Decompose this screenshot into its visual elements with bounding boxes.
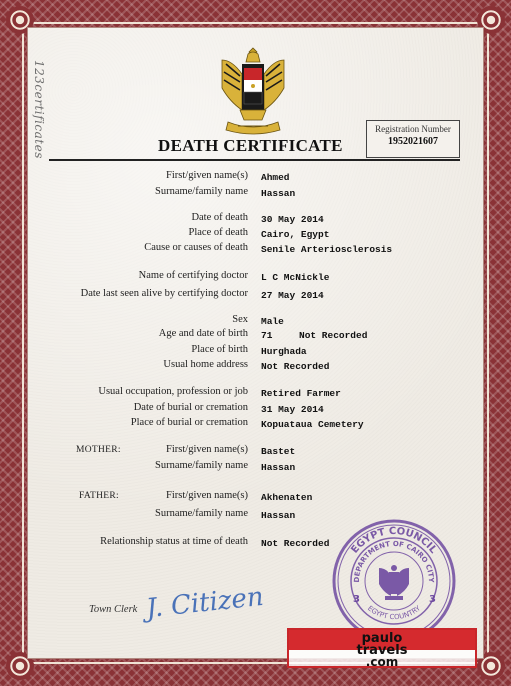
date-of-death-label: Date of death [191, 212, 248, 223]
registration-box [366, 120, 460, 158]
first-name-label: First/given name(s) [166, 170, 248, 181]
side-watermark-text: 123certificates [32, 60, 46, 159]
first-name-value: Ahmed [261, 172, 290, 183]
relationship-label: Relationship status at time of death [100, 536, 248, 547]
mother-surname-value: Hassan [261, 462, 296, 473]
place-of-death-value: Cairo, Egypt [261, 229, 330, 240]
registration-label: Registration Number [375, 124, 451, 134]
side-watermark [28, 60, 48, 170]
home-address-label: Usual home address [163, 359, 248, 370]
stamp-ring-text: DEPARTMENT OF CAIRO CITY [352, 539, 436, 583]
date-burial-label: Date of burial or cremation [133, 402, 248, 413]
age-birth-label: Age and date of birth [158, 328, 248, 339]
site-watermark [287, 628, 477, 668]
stamp-number-right: 3 [429, 594, 436, 605]
title-divider [49, 159, 460, 161]
town-clerk-label: Town Clerk [89, 604, 138, 615]
date-last-seen-value: 27 May 2014 [261, 290, 324, 301]
occupation-label: Usual occupation, profession or job [98, 386, 248, 397]
place-of-birth-label: Place of birth [191, 344, 248, 355]
stamp-top-text: EGYPT COUNCIL [349, 525, 439, 556]
age-value: 71 [261, 330, 273, 341]
registration-number: 1952021607 [388, 136, 438, 147]
stamp-number-left: 3 [353, 594, 360, 605]
cause-of-death-value: Senile Arteriosclerosis [261, 244, 393, 255]
place-burial-value: Kopuataua Cemetery [261, 419, 364, 430]
date-last-seen-label: Date last seen alive by certifying doctor [80, 288, 248, 299]
occupation-value: Retired Farmer [261, 388, 341, 399]
council-stamp [331, 518, 457, 644]
father-heading: FATHER: [79, 491, 119, 501]
father-surname-value: Hassan [261, 510, 296, 521]
mother-first-name-label: First/given name(s) [166, 444, 248, 455]
father-first-name-label: First/given name(s) [166, 490, 248, 501]
father-first-name-value: Akhenaten [261, 492, 313, 503]
watermark-line-2: travels [356, 643, 408, 658]
watermark-line-1: paulo [361, 631, 403, 646]
place-burial-label: Place of burial or cremation [130, 417, 248, 428]
date-burial-value: 31 May 2014 [261, 404, 324, 415]
mother-first-name-value: Bastet [261, 446, 296, 457]
cause-of-death-label: Cause or causes of death [144, 242, 248, 253]
place-of-death-label: Place of death [188, 227, 248, 238]
sex-label: Sex [232, 314, 248, 325]
clerk-signature: J. Citizen [144, 581, 265, 625]
home-address-value: Not Recorded [261, 361, 330, 372]
certifying-doctor-value: L C McNickle [261, 272, 330, 283]
father-surname-label: Surname/family name [154, 508, 248, 519]
sex-value: Male [261, 316, 284, 327]
mother-heading: MOTHER: [76, 445, 121, 455]
date-of-birth-value: Not Recorded [299, 330, 368, 341]
eagle-emblem-icon [218, 44, 288, 136]
certifying-doctor-label: Name of certifying doctor [138, 270, 248, 281]
document-title: DEATH CERTIFICATE [158, 136, 343, 155]
date-of-death-value: 30 May 2014 [261, 214, 324, 225]
mother-surname-label: Surname/family name [154, 460, 248, 471]
watermark-line-3: .com [365, 655, 399, 669]
relationship-value: Not Recorded [261, 538, 330, 549]
surname-label: Surname/family name [154, 186, 248, 197]
stamp-bottom-text: EGYPT COUNTRY [366, 604, 422, 622]
surname-value: Hassan [261, 188, 296, 199]
stamp-eagle-icon [379, 565, 409, 600]
place-of-birth-value: Hurghada [261, 346, 307, 357]
